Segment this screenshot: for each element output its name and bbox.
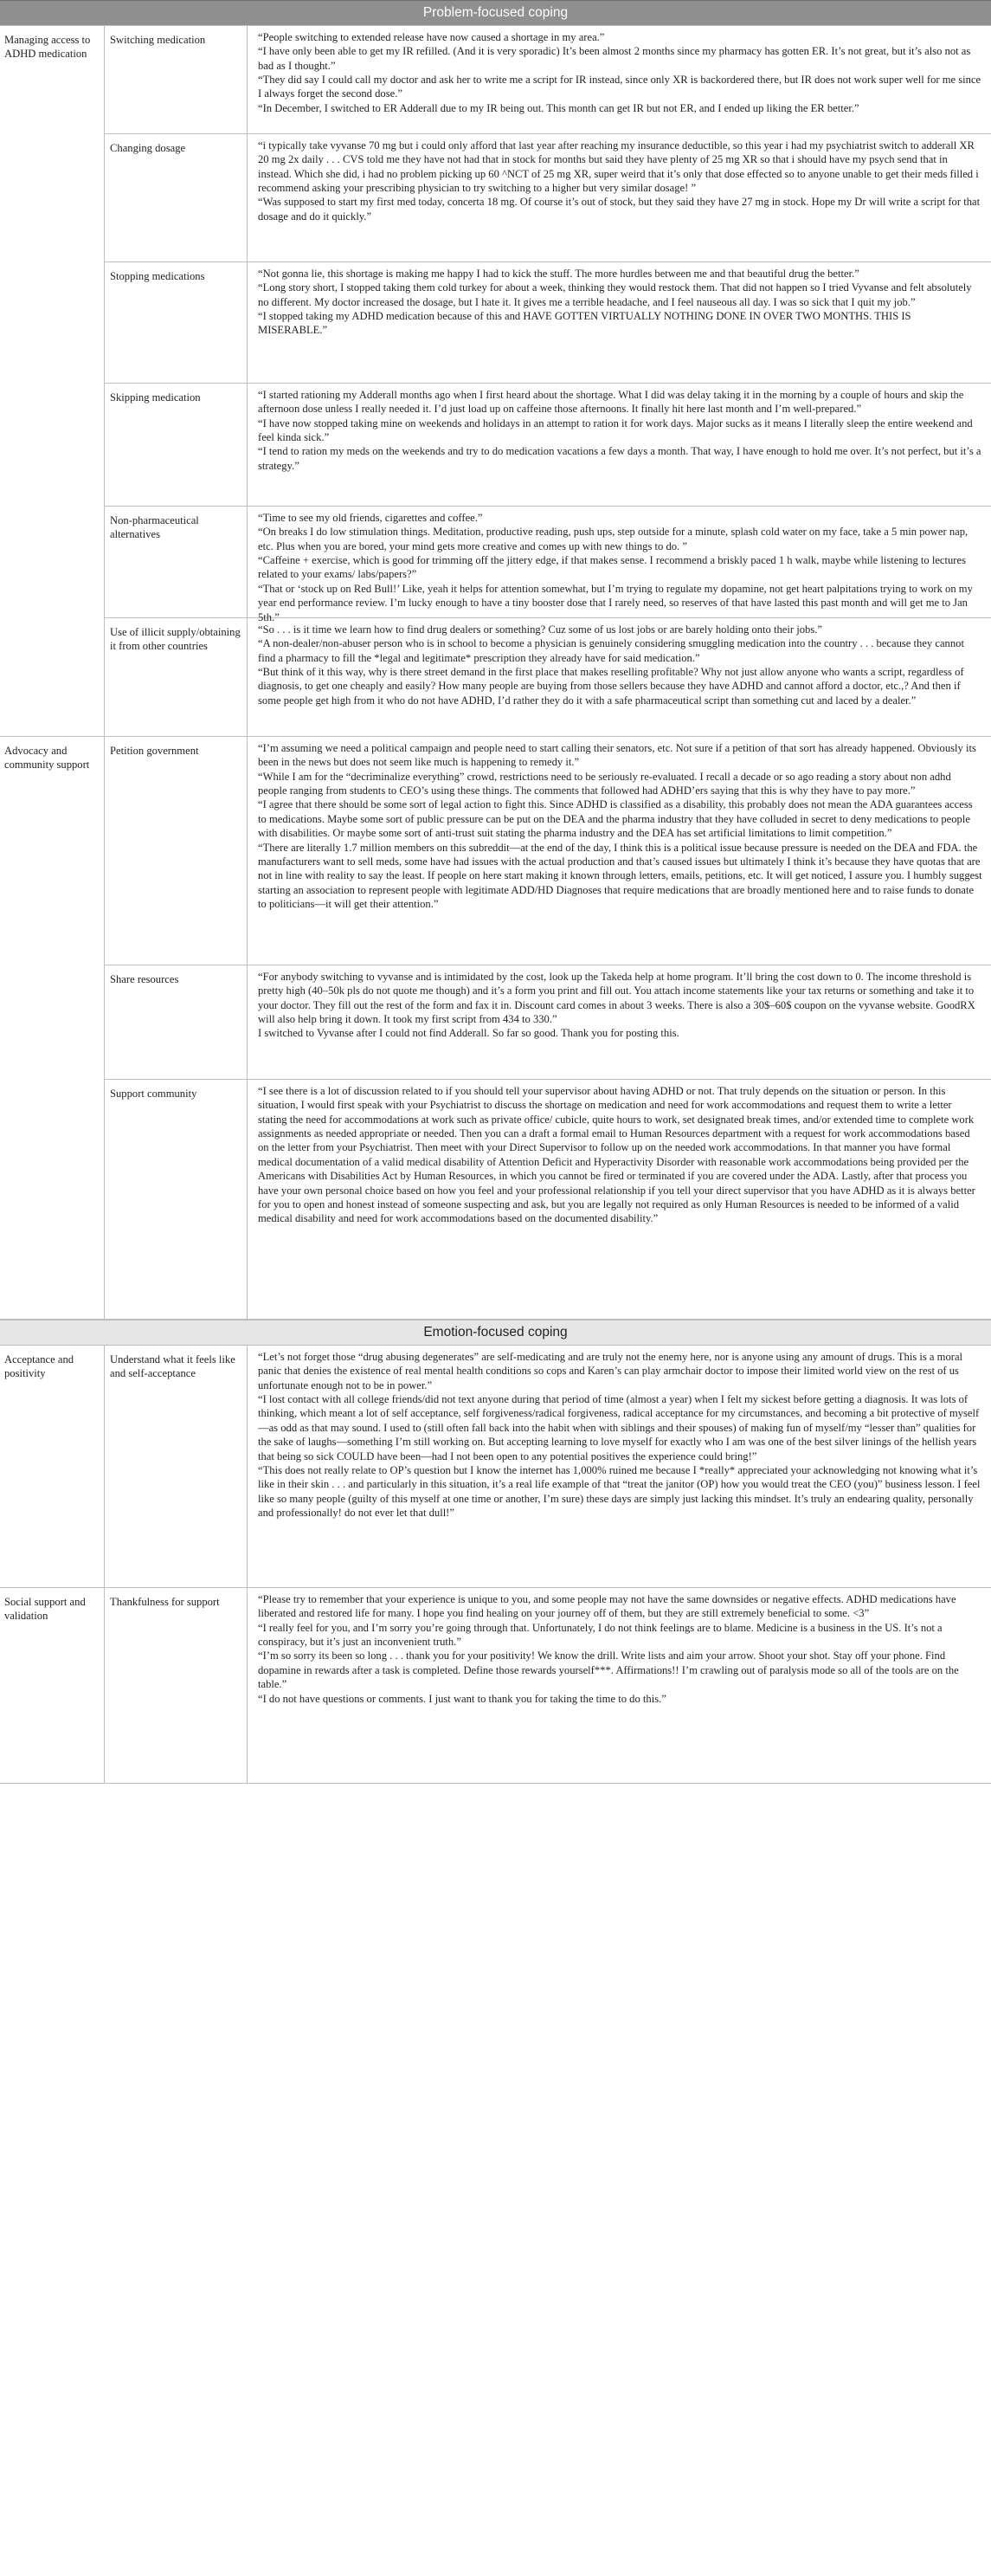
quote: “Time to see my old friends, cigarettes and coffee.” bbox=[258, 512, 483, 524]
quote: “I stopped taking my ADHD medication because of this and HAVE GOTTEN VIRTUALLY NOTHING DONE IN OVER TWO MONTHS. THIS IS MISERABLE.” bbox=[258, 310, 911, 337]
quote-cell bbox=[248, 618, 991, 736]
quote: “Long story short, I stopped taking them cold turkey for about a week, thinking they would restock them. That did not happen so I tried Vyvanse and felt absolutely no different. My doctor increased the dosage, but I hate it. It gives me a terrible headache, and I feel nauseous all day. I was so sick that I quit my job.” bbox=[258, 281, 972, 308]
quote: “On breaks I do low stimulation things. Meditation, productive reading, push ups, step outside for a minute, splash cold water on my face, take a 5 min power nap, etc. Plus when you are bored, your mind gets more creative and comes up with new things to do. ” bbox=[258, 526, 968, 552]
quote-cell bbox=[248, 384, 991, 506]
quote: “A non-dealer/non-abuser person who is in school to become a physician is genuinely considering smuggling medication into the country . . . because they cannot find a pharmacy to fill the *legal and legitimate* prescription they already have for said medication.” bbox=[258, 637, 964, 664]
section-header-problem-focused: Problem-focused coping bbox=[0, 0, 991, 26]
quote: “People switching to extended release have now caused a shortage in my area.” bbox=[258, 31, 605, 43]
subcategory-label: Non-pharmaceutical alternatives bbox=[105, 507, 248, 617]
quote-cell bbox=[248, 26, 991, 133]
quote: “Caffeine + exercise, which is good for trimming off the jittery edge, if that makes sense. I recommend a briskly paced 1 h walk, maybe while listening to lectures related to your exams/ labs/papers?” bbox=[258, 554, 966, 581]
quote: “I started rationing my Adderall months ago when I first heard about the shortage. What I did was delay taking it in the morning by a couple of hours and skip the afternoon dose unless I really needed it. I’d just load up on caffeine those afternoons. It finally hit here last month and I’m well-prepared.” bbox=[258, 389, 964, 416]
quote-cell bbox=[248, 1588, 991, 1783]
subcategory-label: Skipping medication bbox=[105, 384, 248, 506]
quote: “I’m so sorry its been so long . . . thank you for your positivity! We know the drill. Write lists and aim your arrow. Shoot your shot. Stay off your phone. Find dopamine in rewards after a task is completed. Define those rewards yourself***. Affirmations!! I’m crawling out of paralysis mode so all of the tools are on the table.” bbox=[258, 1650, 959, 1691]
subcategory-list bbox=[105, 26, 991, 736]
subcategory-label: Switching medication bbox=[105, 26, 248, 133]
category-label: Managing access to ADHD medication bbox=[0, 26, 105, 736]
quote: “In December, I switched to ER Adderall due to my IR being out. This month can get IR but not ER, and I ended up liking the ER better.” bbox=[258, 101, 859, 114]
table-row bbox=[105, 1588, 991, 1783]
quote-cell bbox=[248, 134, 991, 261]
subcategory-list bbox=[105, 1346, 991, 1587]
table-row bbox=[105, 262, 991, 384]
quote: “I have now stopped taking mine on weekends and holidays in an attempt to ration it for work days. Major sucks as it means I literally sleep the entire weekend and feel kinda sick.” bbox=[258, 416, 973, 444]
category-label: Social support and validation bbox=[0, 1588, 105, 1783]
category-group bbox=[0, 737, 991, 1320]
quote: “Not gonna lie, this shortage is making me happy I had to kick the stuff. The more hurdles between me and that beautiful drug the better.” bbox=[258, 268, 859, 280]
subcategory-list bbox=[105, 737, 991, 1319]
quote: “I agree that there should be some sort of legal action to fight this. Since ADHD is classified as a disability, this probably does not mean the ADA guarantees access to medications. Maybe some sort of public pressure can be put on the DEA and the pharma industry that they have colluded in secret to deny medications to people with disabilities. Or maybe some sort of anti-trust suit stating the pharma industry and the DEA has set artificial limitations to limit competition.” bbox=[258, 798, 973, 840]
quote: “I have only been able to get my IR refilled. (And it is very sporadic) It’s been almost 2 months since my pharmacy has gotten ER. It’s not great, but it’s also not as bad as I thought.” bbox=[258, 45, 971, 72]
quote: “This does not really relate to OP’s question but I know the internet has 1,000% ruined me because I *really* appreciated your acknowledging not knowing what it’s like in their skin . . . and particularly in this situation, it’s a real life example of that “treat the janitor (OP) how you would treat the CEO (you)” business lesson. I feel like so many people (guilty of this myself at one time or another, I’m sure) these days are simply just lacking this mindset. It’s truly an endearing quality, personally and professionally! do not ever let that dull!” bbox=[258, 1463, 981, 1519]
table-row bbox=[105, 965, 991, 1080]
quote: “I do not have questions or comments. I just want to thank you for taking the time to do this.” bbox=[258, 1692, 666, 1705]
subcategory-label: Stopping medications bbox=[105, 262, 248, 383]
subcategory-label: Changing dosage bbox=[105, 134, 248, 261]
quote: “That or ‘stock up on Red Bull!’ Like, yeah it helps for attention somewhat, but I’m trying to regulate my dopamine, not get heart palpitations trying to work on my year end performance review. I’m lucky enough to have a tiny booster dose that I rarely need, so reserves of that have lasted this past month and will get me to Jan 5th.” bbox=[258, 582, 973, 623]
table-row bbox=[105, 134, 991, 262]
quote: I switched to Vyvanse after I could not find Adderall. So far so good. Thank you for posting this. bbox=[258, 1027, 679, 1040]
table-row bbox=[105, 1346, 991, 1587]
quote-cell bbox=[248, 1080, 991, 1319]
quote: “For anybody switching to vyvanse and is intimidated by the cost, look up the Takeda help at home program. It’ll bring the cost down to 0. The income threshold is pretty high (40–50k pls do not quote me though) and it’s a form you print and fill out. You attach income statements like your tax returns or something and take it to your doctor. They fill out the rest of the form and fax it in. Discount card comes in about 3 weeks. There is also a 30$–60$ coupon on the vyvanse website. GoodRX will also help bring it down. It took my first script from 434 to 330.” bbox=[258, 971, 975, 1026]
table-row bbox=[105, 384, 991, 507]
subcategory-label: Understand what it feels like and self-acceptance bbox=[105, 1346, 248, 1587]
quote: “I tend to ration my meds on the weekends and try to do medication vacations a few days a month. That way, I have enough to hold me over. It’s not perfect, but it’s a strategy.” bbox=[258, 445, 981, 472]
quote: “I’m assuming we need a political campaign and people need to start calling their senators, etc. Not sure if a petition of that sort has already happened. Obviously its been in the news but does not seem like much is happening to remedy it.” bbox=[258, 742, 976, 769]
subcategory-list bbox=[105, 1588, 991, 1783]
category-label: Advocacy and community support bbox=[0, 737, 105, 1319]
quote: “Let’s not forget those “drug abusing degenerates” are self-medicating and are truly not the enemy here, nor is anyone using any amount of drugs. This is a moral panic that denies the existence of real mental health conditions so cops and Karen’s can play armchair doctor to impose their limited world view on the rest of us unfortunate enough not to be in power.” bbox=[258, 1351, 963, 1391]
quote: “There are literally 1.7 million members on this subreddit—at the end of the day, I think this is a political issue because pressure is needed on the DEA and FDA. the manufacturers want to sell meds, some have had issues with the actual production and that’s caused issues but ultimately I think it’s because they have quotas that are not in line with reality to say the least. If people on here start making it known through letters, emails, petitions, etc. It will get noticed, I assure you. I humbly suggest starting an association to represent people with legitimate ADD/HD Diagnoses that require medications that are broadly mentioned here and to raise funds to donate to politicians—it will get their attention.” bbox=[258, 841, 982, 910]
quote: “I really feel for you, and I’m sorry you’re going through that. Unfortunately, I do not think feelings are to blame. Medicine is a business in the US. It’s not a conspiracy, but it’s just an inconvenient truth.” bbox=[258, 1621, 943, 1649]
quote: “So . . . is it time we learn how to find drug dealers or something? Cuz some of us lost jobs or are barely holding onto their jobs.” bbox=[258, 623, 822, 636]
quote: “I see there is a lot of discussion related to if you should tell your supervisor about having ADHD or not. That truly depends on the situation or person. In this situation, I would first speak with your Psychiatrist to discuss the shortage on medication and need for work accommodations and request them to write a letter stating the need for accommodations at work such as private office/ cubicle, quite hours to work, set designated break times, and/or extended time to complete work assignments as needed appropriate or needed. Then you can a draft a formal email to Human Resources department with a request for work accommodations based on the letter from your Psychiatrist. Then meet with your Direct Supervisor to follow up on the needed work accommodations. In that manner you have formal medical documentation of a valid medical disability of Attention Deficit and Hyperactivity Disorder with reasonable work accommodations being provided per the Americans with Disabilities Act by Human Resources, in which you cannot be fired or terminated if you are covered under the ADA. Lastly, after that process you have your own personal choice based on how you feel and your professional relationship if you tell your direct supervisor that you have ADHD as it is always better for you to open and honest instead of someone suspecting and ask, but you are legally not required as only Human Resources is needed to be informed of a valid medical disability and need for work accommodations based on the documented disability.” bbox=[258, 1085, 975, 1225]
quote-cell bbox=[248, 1346, 991, 1587]
quote: “Was supposed to start my first med today, concerta 18 mg. Of course it’s out of stock, but they said they have 27 mg in stock. Hope my Dr will write a script for that dosage and do it quickly.” bbox=[258, 196, 981, 223]
quote: “They did say I could call my doctor and ask her to write me a script for IR instead, since only XR is backordered there, but IR does not work super well for me since I always forget the second dose.” bbox=[258, 74, 981, 100]
table-row bbox=[105, 1080, 991, 1319]
quote: “While I am for the “decriminalize everything” crowd, restrictions need to be seriously re-evaluated. I recall a decade or so ago reading a story about non adhd people ranging from students to CEO’s using these things. The comments that followed had ADHD’ers saying that this is why they have to pay more.” bbox=[258, 770, 951, 797]
subcategory-label: Petition government bbox=[105, 737, 248, 965]
quote-cell bbox=[248, 965, 991, 1079]
table-row bbox=[105, 737, 991, 965]
table-row bbox=[105, 507, 991, 623]
quote: “I lost contact with all college friends/did not text anyone during that period of time (almost a year) when I felt my sickest before getting a diagnosis. It was lots of thinking, which meant a lot of self acceptance, self forgiveness/radical forgiveness, radical acceptance for my circumstances, and becoming a bit protective of myself—as odd as that may sound. I used to (still often fall back into the habit when with siblings and their spouses) of making fun of myself/my “lesser than” qualities for the sake of laughs—something I’m still working on. But accepting learning to love myself for exactly who I am was one of the best silver linings of the hellish years that being so sick COULD have been—had I not been open to any potential positives the experience could bring!” bbox=[258, 1393, 980, 1462]
table-row bbox=[105, 26, 991, 134]
quote: “But think of it this way, why is there street demand in the first place that makes reselling profitable? Why not just allow anyone who wants a script, regardless of diagnosis, to get one cheaply and easily? How many people are buying from those sellers because they have ADHD and cannot afford a doctor, etc.,? And then if some people get high from it who do not have ADHD, I’d rather they do it with a safe pharmaceutical script than something cut and laced by a dealer.” bbox=[258, 666, 964, 707]
quote-cell bbox=[248, 262, 991, 383]
quote: “i typically take vyvanse 70 mg but i could only afford that last year after reaching my insurance deductible, so this year i had my psychiatrist switch to adderall XR 20 mg 2x daily . . . CVS told me they have not had that in stock for months but said they have plenty of 25 mg XR so that i should have my psych send that in instead. Which she did, i had no problem picking up 60 ^NCT of 25 mg XR, super weird that it’s only that dose effected so to anyone unable to get their meds filled i recommend asking your prescribing physician to try switching to a higher but very similar dosage! ” bbox=[258, 139, 979, 195]
category-group bbox=[0, 26, 991, 737]
subcategory-label: Thankfulness for support bbox=[105, 1588, 248, 1783]
quote: “Please try to remember that your experience is unique to you, and some people may not have the same downsides or negative effects. ADHD medications have liberated and restored life for many. I hope you find healing on your journey off of them, but they are still extremely beneficial to some. <3” bbox=[258, 1593, 956, 1620]
subcategory-label: Share resources bbox=[105, 965, 248, 1079]
section-header-emotion-focused: Emotion-focused coping bbox=[0, 1320, 991, 1346]
quote-cell bbox=[248, 507, 991, 623]
category-group bbox=[0, 1588, 991, 1784]
category-group bbox=[0, 1346, 991, 1588]
quote-cell bbox=[248, 737, 991, 965]
category-label: Acceptance and positivity bbox=[0, 1346, 105, 1587]
table-row bbox=[105, 618, 991, 736]
subcategory-label: Support community bbox=[105, 1080, 248, 1319]
subcategory-label: Use of illicit supply/obtaining it from other countries bbox=[105, 618, 248, 736]
